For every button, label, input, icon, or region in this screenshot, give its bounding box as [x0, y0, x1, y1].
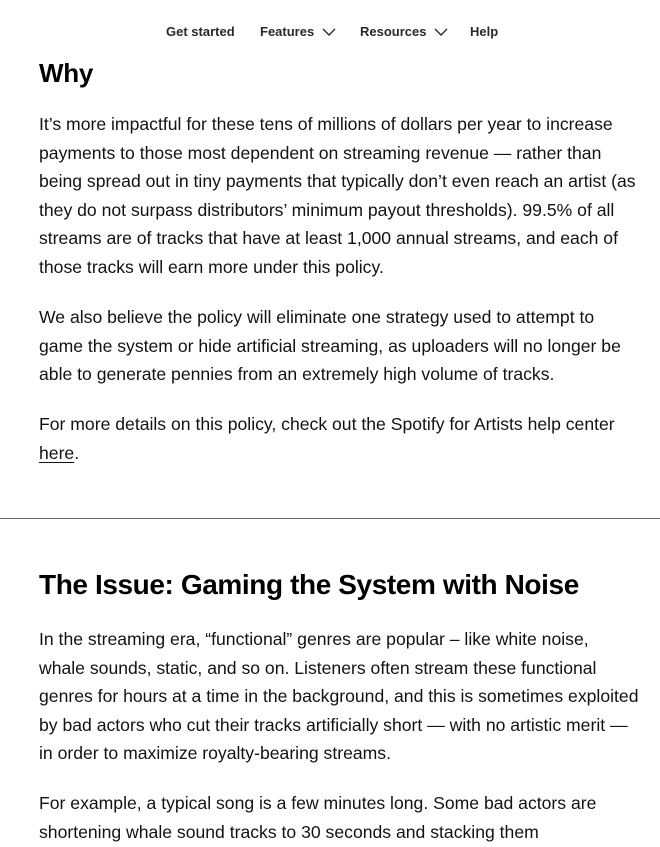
chevron-down-icon [322, 27, 336, 37]
why-paragraph-2: We also believe the policy will eliminate one strategy used to attempt to game the system or hide artificial streaming, as uploaders will no longer be able to generate pennies from an extremely high volume of tracks. [39, 307, 621, 384]
section-heading-why: Why [39, 58, 93, 88]
help-center-link[interactable]: here [39, 442, 75, 463]
top-navigation [0, 0, 660, 58]
nav-item-get-started[interactable] [166, 24, 235, 40]
nav-item-label: Get started [166, 24, 235, 39]
nav-item-features[interactable] [260, 24, 336, 40]
nav-item-resources[interactable] [360, 24, 448, 40]
issue-paragraph-2: For example, a typical song is a few minutes long. Some bad actors are shortening whale sound tracks to 30 seconds and stacking them [39, 793, 597, 842]
why-paragraph-3 [39, 410, 639, 467]
paragraph-text: For more details on this policy, check out the Spotify for Artists help center [39, 414, 615, 434]
nav-item-label: Resources [360, 24, 427, 39]
section-heading-issue: The Issue: Gaming the System with Noise [39, 569, 579, 600]
section-divider [0, 518, 660, 519]
nav-item-label: Features [260, 24, 315, 39]
chevron-down-icon [434, 27, 448, 37]
nav-item-help[interactable] [470, 24, 498, 40]
nav-item-label: Help [470, 24, 499, 39]
issue-paragraph-1: In the streaming era, “functional” genres are popular – like white noise, whale sounds, static, and so on. Listeners often stream these functional genres for hours at a time in the background, and this is sometimes exploited by bad actors who cut their tracks artificially short — with no artistic merit — in order to maximize royalty-bearing streams. [39, 629, 639, 763]
paragraph-text: . [74, 442, 80, 463]
why-paragraph-1: It’s more impactful for these tens of millions of dollars per year to increase payments to those most dependent on streaming revenue — rather than being spread out in tiny payments that typically don’t even reach an artist (as they do not surpass distributors’ minimum payout thresholds). 99.5% of all streams are of tracks that have at least 1,000 annual streams, and each of those tracks will earn more under this policy. [39, 114, 636, 277]
